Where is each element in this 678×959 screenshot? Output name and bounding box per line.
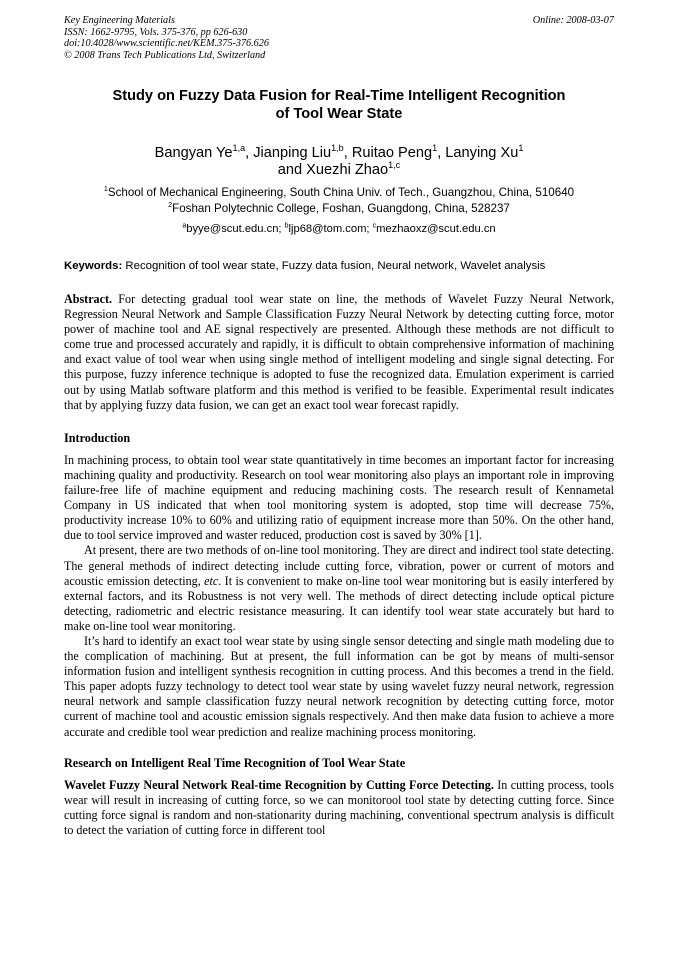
paragraph: It’s hard to identify an exact tool wear state by using single sensor detecting and single math modeling due to the complication of machining. But at present, the full information can be got by means of multi-sensor information fusion and intelligent synthesis recognition in cutting process. And this becomes a trend in the field. This paper adopts fuzzy technology to detect tool wear state by using wavelet fuzzy neural network, regression neural network and sample classification fuzzy neural network recognition by detecting cutting force, motor current of machine tool and acoustic emission signals respectively. And then make data fusion to achieve a more accurate and credible tool wear prediction and realize machining process monitoring.: [64, 633, 614, 739]
author-sup: 1,c: [388, 160, 401, 171]
paper-body: [64, 292, 614, 838]
abstract: [64, 292, 614, 413]
abstract-text: For detecting gradual tool wear state on line, the methods of Wavelet Fuzzy Neural Network, Regression Neural Network and Sample Classification Fuzzy Neural Network by detecting cutting force, motor power of machine tool and AE signal respectively are presented. Although these methods are not difficult to come true and processed accurately and rapidly, it is difficult to obtain comprehensive information of machining and exact value of tool wear when using single method of intelligent modeling and single signal detecting. For this purpose, fuzzy inference technique is adopted to fuse the recognized data. Emulation experiment is carried out by using Matlab software platform and this method is verified to be feasible. Experimental result indicates that by applying fuzzy data fusion, we can get an exact tool wear forecast rapidly.: [64, 292, 614, 412]
affiliation-1: $^1$School of Mechanical Engineering, South China Univ. of Tech., Guangzhou, China, 510640: [103, 184, 575, 199]
journal-header: [64, 15, 614, 61]
issn-line: ISSN: 1662-9795, Vols. 375-376, pp 626-630: [64, 26, 248, 38]
online-date: Online: 2008-03-07: [532, 15, 614, 26]
paper-title: [64, 88, 614, 123]
section-heading-research: Research on Intelligent Real Time Recognition of Tool Wear State: [64, 755, 406, 770]
author-list: Bangyan Ye$^{1,a}$, Jianping Liu$^{1,b}$, Ruitao Peng$^1$, Lanying Xu$^1$ and Xuezhi Zhao$^{1,c}$: [154, 143, 524, 178]
paragraph: Wavelet Fuzzy Neural Network Real-time Recognition by Cutting Force Detecting. In cutting process, tools wear will result in increasing of cutting force, so we can monitorool tool state by detecting cutting force. Since cutting force signal is random and non-stationarity during machining, conventional spectrum analysis is difficult to detect the variation of cutting force in different tool: [64, 777, 614, 837]
subsection-lead: Wavelet Fuzzy Neural Network Real-time Recognition by Cutting Force Detecting.: [64, 777, 494, 792]
keywords-label: Keywords:: [64, 260, 123, 272]
abstract-label: Abstract.: [64, 292, 113, 306]
email: byye@scut.edu.cn;: [186, 223, 282, 235]
email: ljp68@tom.com;: [288, 223, 370, 235]
author-sup: 1,a: [232, 143, 246, 154]
doi-line: doi:10.4028/www.scientific.net/KEM.375-376.626: [64, 38, 269, 50]
title-line-2: of Tool Wear State: [275, 105, 403, 122]
affiliation-2: $^2$Foshan Polytechnic College, Foshan, Guangdong, China, 528237: [168, 200, 510, 215]
author-emails: $^a$byye@scut.edu.cn; $^b$ljp68@tom.com; $^c$mezhaoxz@scut.edu.cn: [182, 222, 496, 235]
keywords: [64, 259, 614, 273]
journal-name: Key Engineering Materials: [64, 15, 175, 26]
paragraph: In machining process, to obtain tool wear state quantitatively in time becomes an important factor for increasing machining quality and productivity. Research on tool wear monitoring also plays an important role in improving failure-free life of machine equipment and reducing machining costs. The research result of Kennametal Company in US indicated that when tool monitoring system is adopted, stop time will decrease 75%, productivity increase 10% to 60% and utilizing ratio of equipment increase more than 50%. On the other hand, due to tool service improved and waster reduced, production cost is saved by 30% [1].: [64, 452, 614, 543]
section-heading-introduction: Introduction: [64, 430, 131, 445]
keywords-text: Recognition of tool wear state, Fuzzy data fusion, Neural network, Wavelet analysis: [122, 260, 546, 272]
author-name: Jianping Liu: [253, 145, 332, 161]
author-sup: 1: [518, 143, 524, 154]
title-line-1: Study on Fuzzy Data Fusion for Real-Time Intelligent Recognition: [112, 88, 566, 104]
author-name: Lanying Xu: [445, 145, 519, 161]
copyright-line: © 2008 Trans Tech Publications Ltd, Switzerland: [64, 49, 266, 61]
author-name: and Xuezhi Zhao: [277, 162, 389, 178]
email: mezhaoxz@scut.edu.cn: [376, 223, 496, 235]
paragraph: At present, there are two methods of on-line tool monitoring. They are direct and indirect tool state detecting. The general methods of indirect detecting include cutting force, vibration, power or current of motors and acoustic emission detecting, etc. It is convenient to make on-line tool wear monitoring but is easily interfered by external factors, and its Robustness is not very well. The methods of direct detecting include optical picture detecting, radiometric and electric resistance measuring. It can identify tool wear state accurately but hard to make on-line tool wear monitoring.: [64, 543, 614, 633]
affiliations: [64, 185, 614, 217]
author-name: Ruitao Peng: [351, 145, 433, 161]
author-name: Bangyan Ye: [154, 145, 233, 161]
author-sup: 1,b: [331, 143, 344, 154]
author-sup: 1: [432, 143, 438, 154]
